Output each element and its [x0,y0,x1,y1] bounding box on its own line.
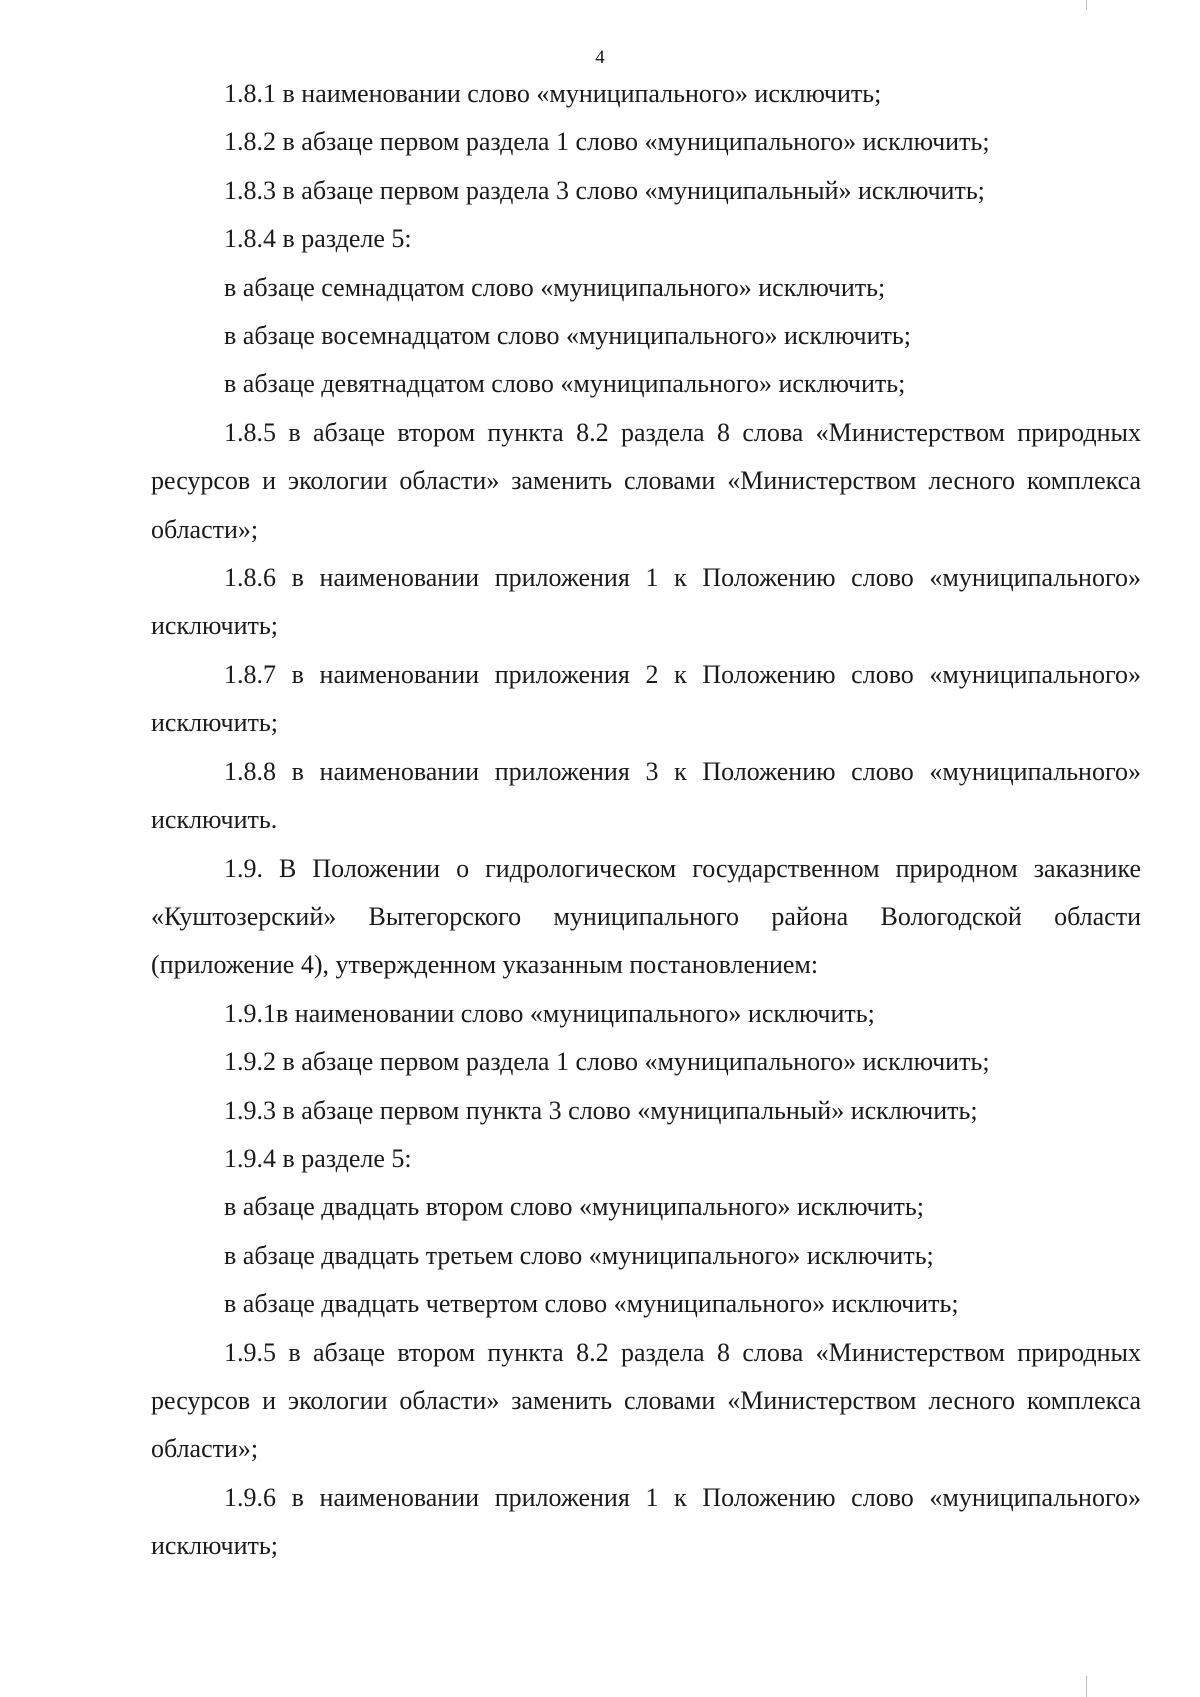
paragraph-1-9-5: 1.9.5 в абзаце втором пункта 8.2 раздела 8 слова «Министерством природных ресурсов и экологии области» заменить словами «Министерством лесного комплекса области»; [151,1337,1141,1464]
paragraph-1-9-4: 1.9.4 в разделе 5: [224,1143,412,1173]
document-body [151,70,1141,1571]
paragraph-1-8-8: 1.8.8 в наименовании приложения 3 к Положению слово «муниципального» исключить. [151,756,1141,835]
paragraph-1-9: 1.9. В Положении о гидрологическом государственном природном заказнике «Куштозерский» Вытегорского муниципального района Вологодской области (приложение 4), утвержденном указанным постановлением: [151,853,1141,980]
paragraph-1-8-4-item-3: в абзаце девятнадцатом слово «муниципального» исключить; [224,369,906,399]
paragraph-1-8-1: 1.8.1 в наименовании слово «муниципального» исключить; [224,79,882,108]
scan-edge-mark-bottom [1086,1676,1087,1697]
paragraph-1-9-1: 1.9.1в наименовании слово «муниципального» исключить; [224,998,875,1028]
paragraph-1-9-2: 1.9.2 в абзаце первом раздела 1 слово «муниципального» исключить; [224,1047,990,1077]
paragraph-1-9-6: 1.9.6 в наименовании приложения 1 к Положению слово «муниципального» исключить; [151,1482,1141,1561]
scan-edge-mark-top [1086,0,1087,10]
paragraph-1-8-4-item-2: в абзаце восемнадцатом слово «муниципального» исключить; [224,321,911,351]
paragraph-1-8-2: 1.8.2 в абзаце первом раздела 1 слово «муниципального» исключить; [224,127,990,157]
paragraph-1-8-4-item-1: в абзаце семнадцатом слово «муниципального» исключить; [224,272,886,302]
paragraph-1-9-4-item-2: в абзаце двадцать третьем слово «муниципального» исключить; [224,1240,934,1270]
paragraph-1-9-4-item-3: в абзаце двадцать четвертом слово «муниципального» исключить; [224,1289,959,1319]
paragraph-1-8-7: 1.8.7 в наименовании приложения 2 к Положению слово «муниципального» исключить; [151,659,1141,738]
paragraph-1-8-6: 1.8.6 в наименовании приложения 1 к Положению слово «муниципального» исключить; [151,563,1141,641]
paragraph-1-8-3: 1.8.3 в абзаце первом раздела 3 слово «муниципальный» исключить; [224,175,985,205]
paragraph-1-9-3: 1.9.3 в абзаце первом пункта 3 слово «муниципальный» исключить; [224,1095,978,1125]
page-number: 4 [595,47,605,68]
paragraph-1-8-4: 1.8.4 в разделе 5: [224,224,412,254]
paragraph-1-9-4-item-1: в абзаце двадцать втором слово «муниципального» исключить; [224,1192,924,1222]
paragraph-1-8-5: 1.8.5 в абзаце втором пункта 8.2 раздела 8 слова «Министерством природных ресурсов и экологии области» заменить словами «Министерством лесного комплекса области»; [151,417,1141,544]
